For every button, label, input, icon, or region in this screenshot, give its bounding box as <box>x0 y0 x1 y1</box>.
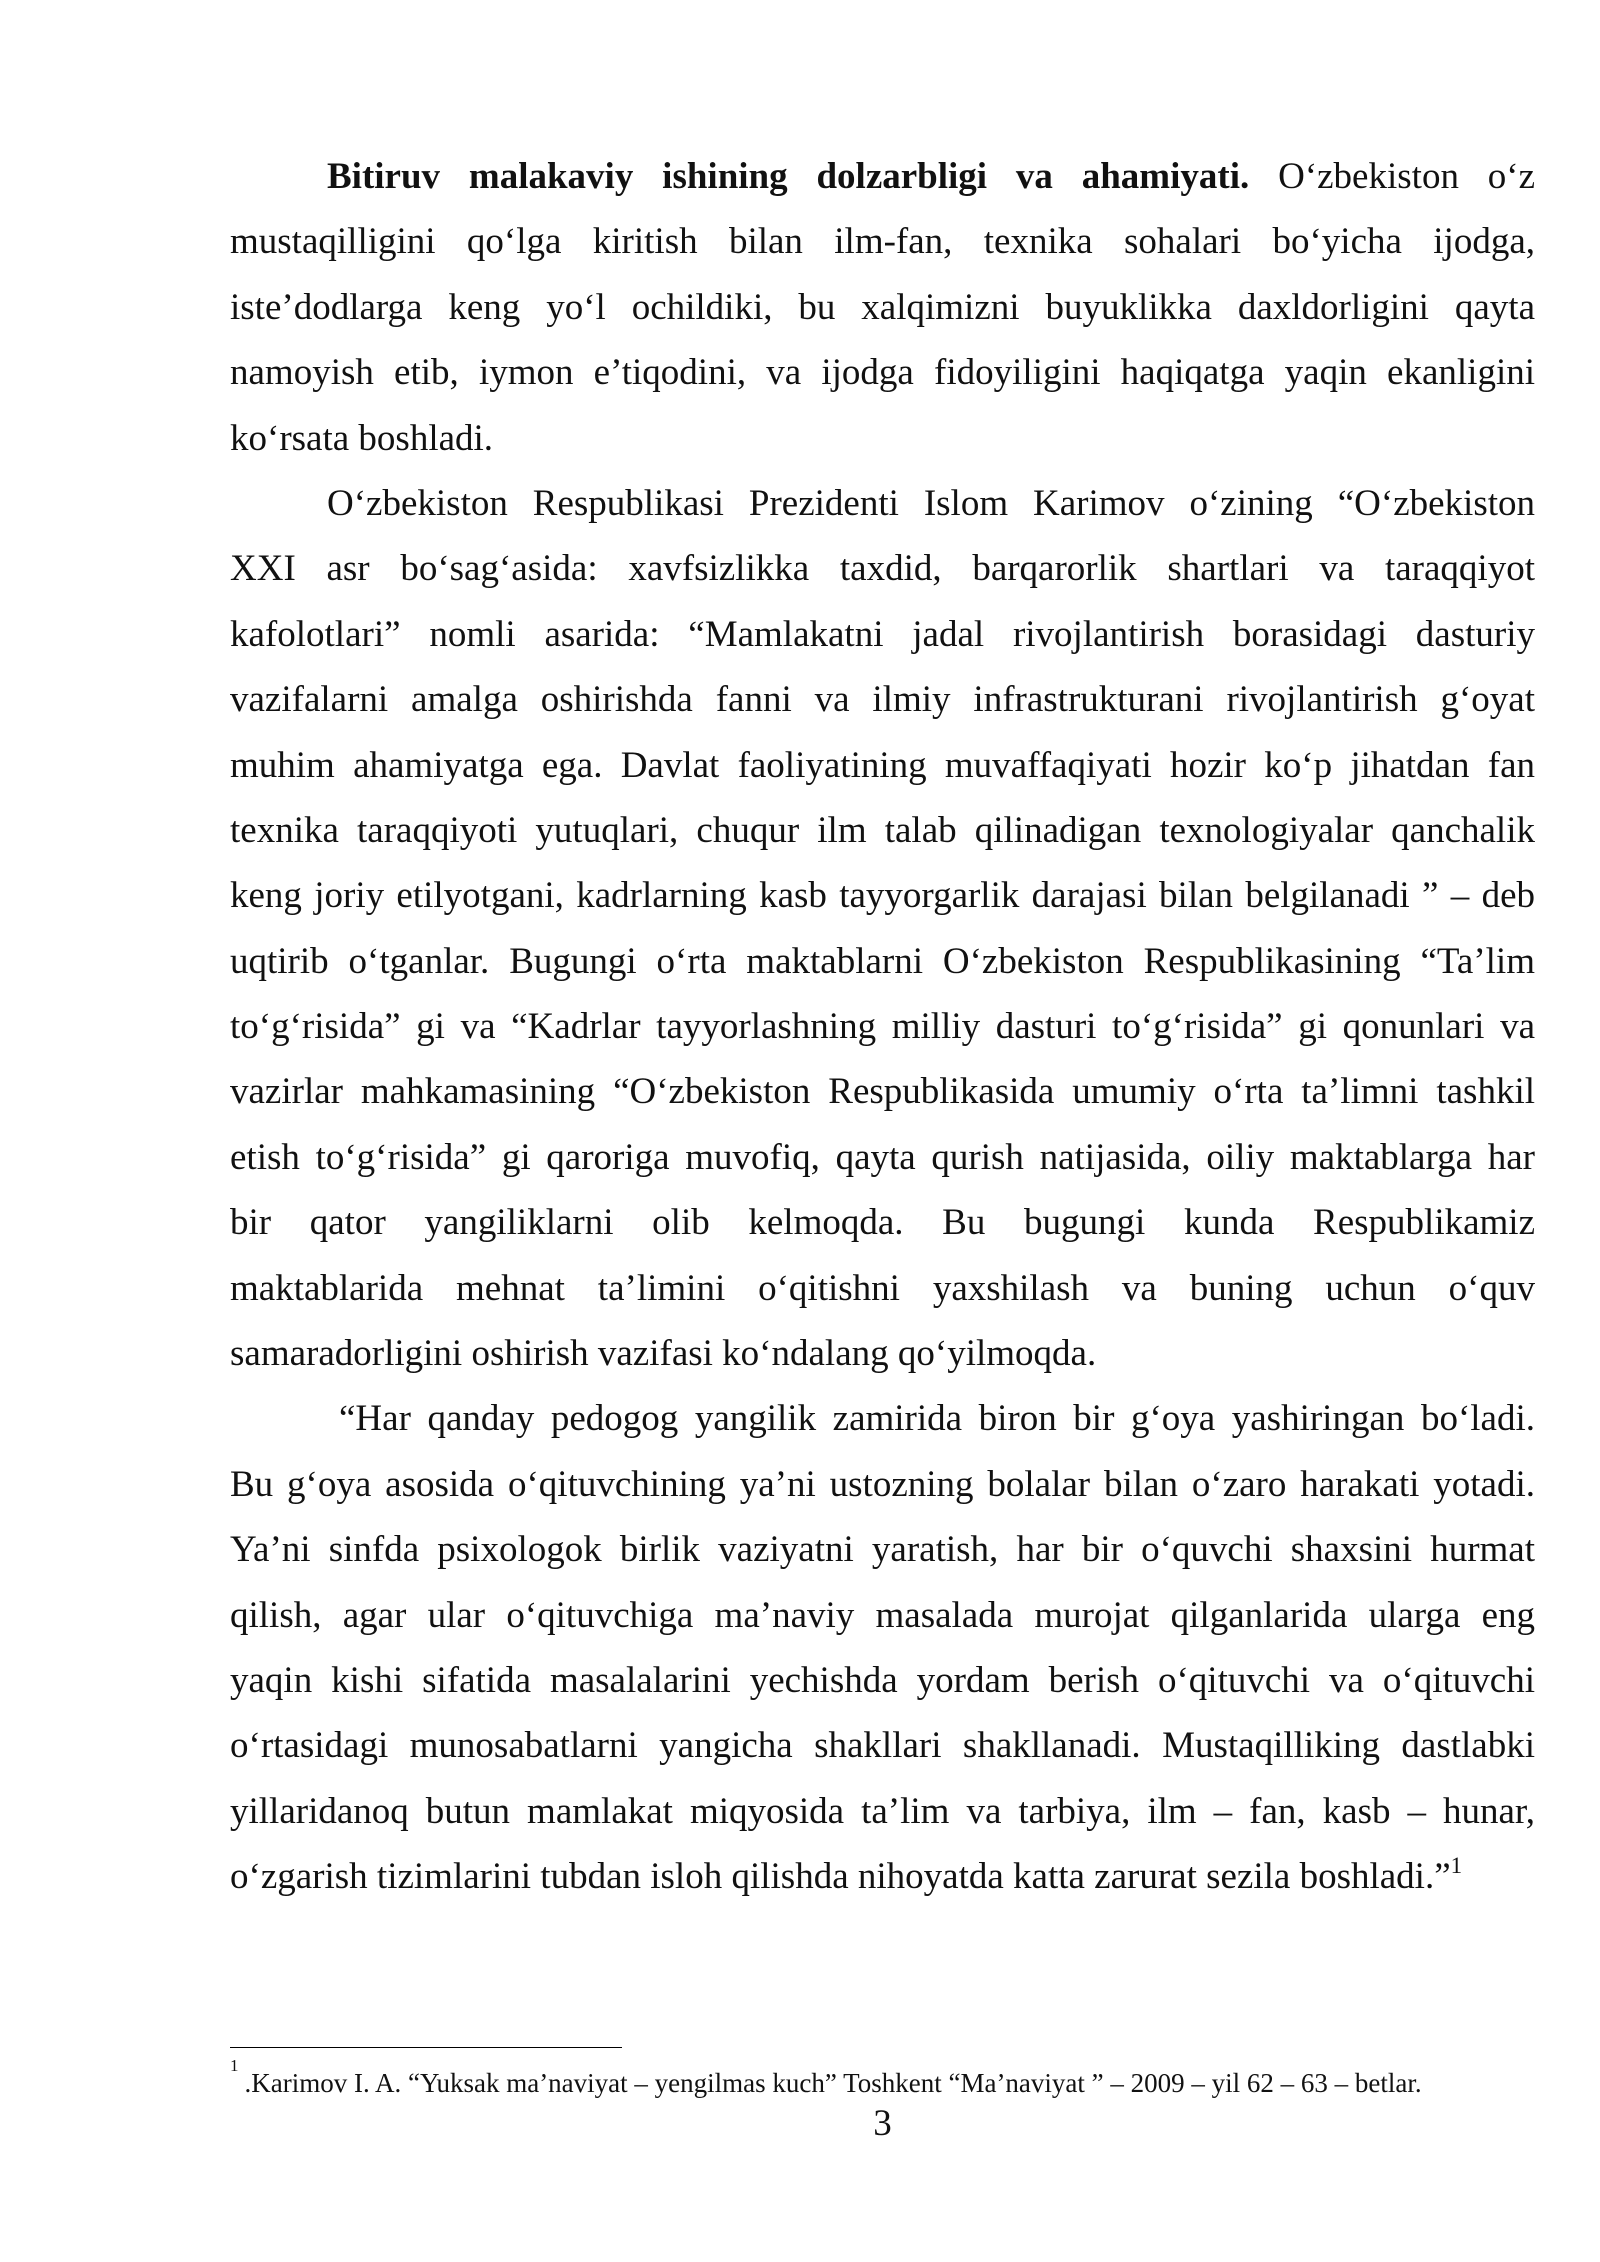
text-line: yaqin kishi sifatida masalalarini yechishda yordam berish o‘qituvchi va o‘qituvchi <box>230 1659 1535 1701</box>
text-run: O‘zbekiston o‘z <box>1278 156 1536 197</box>
text-line: o‘rtasidagi munosabatlarni yangicha shakllari shakllanadi. Mustaqilliking dastlabki <box>230 1725 1535 1767</box>
text-line: bir qator yangiliklarni olib kelmoqda. Bu bugungi kunda Respublikamiz <box>230 1202 1535 1244</box>
text-line: “Har qanday pedogog yangilik zamirida biron bir g‘oya yashiringan bo‘ladi. <box>339 1398 1535 1440</box>
text-line: etish to‘g‘risida” gi qaroriga muvofiq, qayta qurish natijasida, oiliy maktablarga har <box>230 1136 1535 1178</box>
footnote-marker: 1 <box>230 2056 239 2075</box>
text-line: uqtirib o‘tganlar. Bugungi o‘rta maktablarni O‘zbekiston Respublikasining “Ta’lim <box>230 940 1535 982</box>
paragraph <box>230 471 1535 1386</box>
body-text <box>230 144 1535 1910</box>
bold-lead-heading: Bitiruv malakaviy ishining dolzarbligi va ahamiyati. <box>327 156 1250 197</box>
text-line: yillaridanoq butun mamlakat miqyosida ta’lim va tarbiya, ilm – fan, kasb – hunar, <box>230 1790 1535 1832</box>
text-run: o‘zgarish tizimlarini tubdan isloh qilishda nihoyatda katta zarurat sezila boshladi.” <box>230 1856 1451 1898</box>
text-line: samaradorligini oshirish vazifasi ko‘ndalang qo‘yilmoqda. <box>230 1333 1097 1375</box>
text-line <box>230 1844 1535 1909</box>
footnote-text: .Karimov I. A. “Yuksak ma’naviyat – yengilmas kuch” Toshkent “Ma’naviyat ” – 2009 – yil 62 – 63 – betlar. <box>244 2068 1422 2098</box>
text-line: O‘zbekiston Respublikasi Prezidenti Islom Karimov o‘zining “O‘zbekiston <box>327 482 1535 524</box>
text-line <box>230 144 1535 209</box>
text-line: keng joriy etilyotgani, kadrlarning kasb tayyorgarlik darajasi bilan belgilanadi ” – deb <box>230 875 1535 917</box>
text-line: namoyish etib, iymon e’tiqodini, va ijodga fidoyiligini haqiqatga yaqin ekanligini <box>230 352 1535 394</box>
footnote-reference: 1 <box>1450 1853 1463 1879</box>
text-line: qilish, agar ular o‘qituvchiga ma’naviy masalada murojat qilganlarida ularga eng <box>230 1594 1535 1636</box>
text-line: vazifalarni amalga oshirishda fanni va ilmiy infrastrukturani rivojlantirish g‘oyat <box>230 679 1535 721</box>
paragraph <box>230 1386 1535 1909</box>
text-line: XXI asr bo‘sag‘asida: xavfsizlikka taxdid, barqarorlik shartlari va taraqqiyot <box>230 548 1535 590</box>
paragraph <box>230 144 1535 471</box>
footnote-separator <box>230 2047 622 2048</box>
footnote <box>230 2056 1535 2101</box>
text-line: mustaqilligini qo‘lga kiritish bilan ilm-fan, texnika sohalari bo‘yicha ijodga, <box>230 221 1535 263</box>
text-line: texnika taraqqiyoti yutuqlari, chuqur ilm talab qilinadigan texnologiyalar qanchalik <box>230 809 1535 851</box>
text-line: kafolotlari” nomli asarida: “Mamlakatni jadal rivojlantirish borasidagi dasturiy <box>230 613 1535 655</box>
text-line: maktablarida mehnat ta’limini o‘qitishni yaxshilash va buning uchun o‘quv <box>230 1267 1535 1309</box>
text-line: Ya’ni sinfda psixologok birlik vaziyatni yaratish, har bir o‘quvchi shaxsini hurmat <box>230 1529 1535 1571</box>
text-line: vazirlar mahkamasining “O‘zbekiston Respublikasida umumiy o‘rta ta’limni tashkil <box>230 1071 1535 1113</box>
text-line: muhim ahamiyatga ega. Davlat faoliyatining muvaffaqiyati hozir ko‘p jihatdan fan <box>230 744 1535 786</box>
page-number: 3 <box>873 2103 892 2144</box>
text-line: to‘g‘risida” gi va “Kadrlar tayyorlashning milliy dasturi to‘g‘risida” gi qonunlari va <box>230 1006 1535 1048</box>
text-line: Bu g‘oya asosida o‘qituvchining ya’ni ustozning bolalar bilan o‘zaro harakati yotadi. <box>230 1463 1535 1505</box>
text-line: iste’dodlarga keng yo‘l ochildiki, bu xalqimizni buyuklikka daxldorligini qayta <box>230 286 1535 328</box>
text-line: ko‘rsata boshladi. <box>230 417 494 459</box>
